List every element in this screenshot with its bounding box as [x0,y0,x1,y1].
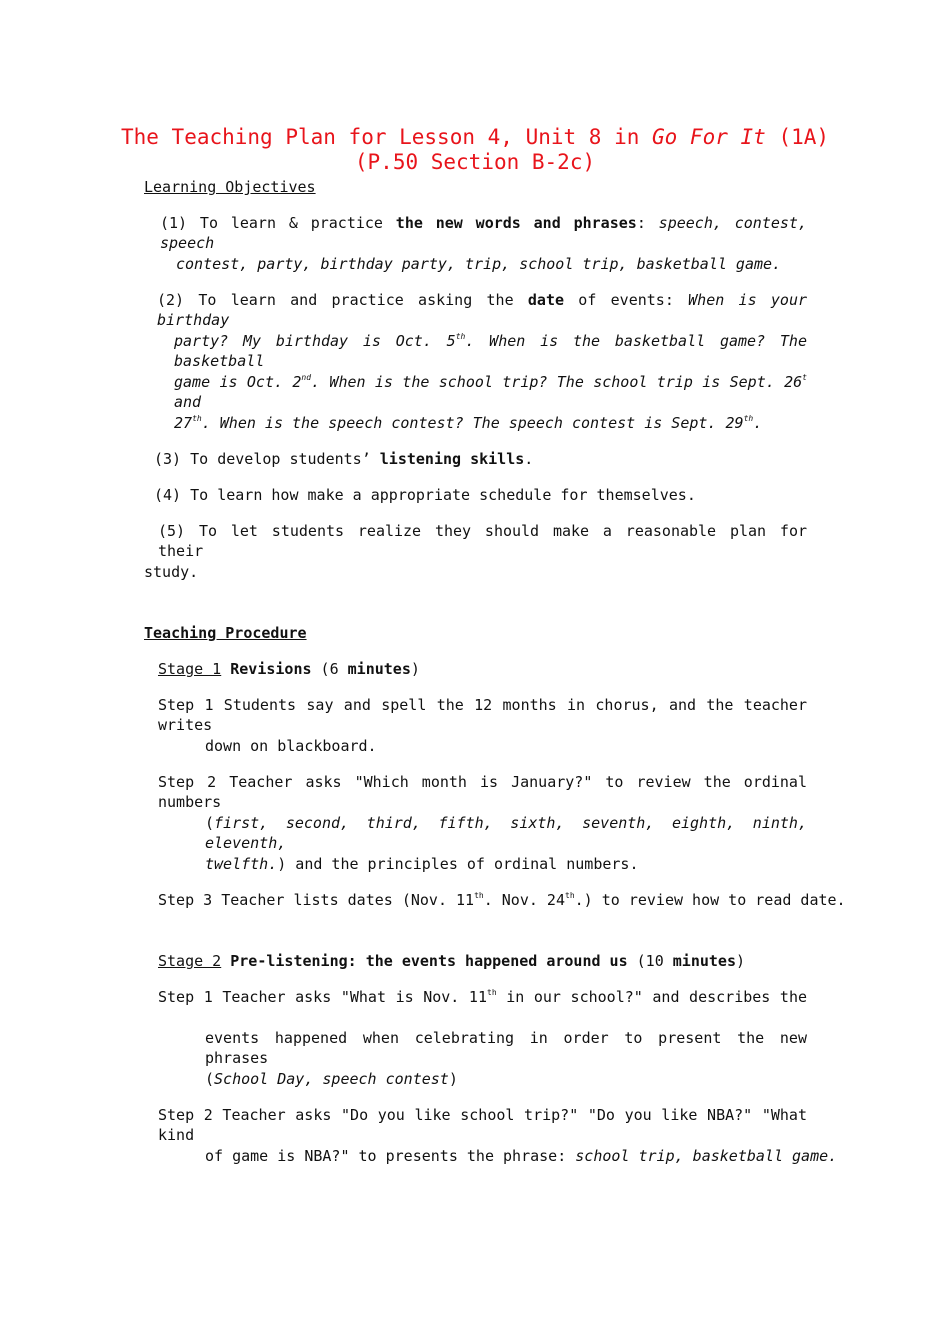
stage-2-step-1-a: Step 1 Teacher asks "What is Nov. 11 [158,988,487,1006]
objective-2-line-4 [174,413,762,433]
stage-1-step-2-line-1: Step 2 Teacher asks "Which month is January?" to review the ordinal numbers [158,773,807,811]
step-3-a: Step 3 Teacher lists dates (Nov. 11 [158,891,475,909]
title-level: (1A) [765,125,830,149]
objective-2-line-1 [157,290,807,330]
stage-2-step-2-line-1: Step 2 Teacher asks "Do you like school trip?" "Do you like NBA?" "What kind [158,1106,807,1144]
document-subtitle: (P.50 Section B-2c) [354,150,596,174]
objective-2-l2-a: party? My birthday is Oct. 5 [174,332,456,350]
procedure-heading: Teaching Procedure [144,624,307,642]
objective-2-l3-sup: nd [301,373,312,382]
stage-1-time-a: (6 [311,660,348,678]
stage-1-step-3 [158,890,846,910]
step-2-rest: ) and the principles of ordinal numbers. [277,855,639,873]
stage-1-time-c: ) [410,660,420,678]
objectives-heading: Learning Objectives [144,178,316,196]
objective-2-prefix: (2) To learn and practice asking the [157,291,528,309]
title-book-name: Go For It [652,125,766,149]
objective-1-colon: : [636,214,646,232]
objective-2-l4-sup: th [192,414,202,423]
objective-3-suffix: . [524,450,534,468]
objective-2-l4-c: . [753,414,763,432]
stage-2-step-1-b: in our school?" and describes the [496,988,808,1006]
step-2-ordinals-end: twelfth. [205,855,278,873]
objective-2-l4-sup2: th [743,414,754,423]
stage-1-label: Stage 1 [158,660,222,678]
step-2-open-paren: ( [205,814,215,832]
objective-2-l2-sup: th [455,332,466,341]
step-3-sup-2: th [565,891,575,900]
stage-2-time-c: ) [735,952,746,970]
stage-2-heading [158,951,745,971]
step-2-ordinals: first, second, third, fifth, sixth, seventh, eighth, ninth, eleventh, [205,814,807,852]
step-3-sup-1: th [474,891,484,900]
objective-4: (4) To learn how make a appropriate schedule for themselves. [154,486,696,504]
stage-2-step-1-phrases: School Day, speech contest [214,1070,449,1088]
step-3-c: .) to review how to read date. [574,891,846,909]
stage-2-step-1-line-1 [158,987,807,1007]
stage-2-label: Stage 2 [158,952,222,970]
objective-3-bold: listening skills [379,450,525,468]
document-title [0,125,950,150]
objective-2-l3-a: game is Oct. 2 [174,373,302,391]
objective-3 [154,449,533,469]
objective-5-line-1: (5) To let students realize they should make a reasonable plan for their [158,522,807,560]
objective-1-prefix: (1) To learn & practice [160,214,396,232]
stage-2-step-1-line-2: events happened when celebrating in order to present the new phrases [205,1029,807,1067]
stage-1-step-1-line-2: down on blackboard. [205,737,377,755]
stage-2-step-2-phrases: school trip, basketball game. [566,1147,838,1165]
objective-3-prefix: (3) To develop students’ [154,450,380,468]
stage-2-step-2-line-2 [205,1146,837,1166]
stage-2-step-1-close: ) [448,1070,458,1088]
stage-2-time-a: (10 [627,952,673,970]
objective-5-line-2: study. [144,563,199,581]
stage-2-step-1-line-3 [205,1069,458,1089]
stage-1-title: Revisions [221,660,312,678]
objective-2-bold: date [527,291,565,309]
objective-2-l3-c: and [174,393,202,411]
stage-1-step-2-line-2 [205,813,807,853]
objective-1-bold: the new words and phrases [395,214,637,232]
stage-2-step-1-open: ( [205,1070,215,1088]
stage-2-step-2-a: of game is NBA?" to presents the phrase: [205,1147,567,1165]
step-3-b: . Nov. 24 [483,891,565,909]
objective-1-line-2: contest, party, birthday party, trip, school trip, basketball game. [176,255,782,273]
stage-1-heading [158,659,420,679]
objective-2-mid: of events: [564,291,674,309]
title-text: The Teaching Plan for Lesson 4, Unit 8 in [120,125,652,149]
objective-2-question: When is your birthday [157,291,808,329]
stage-2-time-unit: minutes [672,952,736,970]
stage-1-time-unit: minutes [347,660,411,678]
stage-1-step-2-line-3 [205,854,638,874]
objective-1-line-1 [160,213,807,253]
stage-1-step-1-line-1: Step 1 Students say and spell the 12 months in chorus, and the teacher writes [158,696,807,734]
objective-2-l2-b: . When is the basketball game? The basketball [174,332,807,370]
stage-2-step-1-sup: th [487,988,497,997]
objective-2-line-2 [174,331,807,371]
objective-2-l4-a: 27 [174,414,193,432]
objective-2-line-3 [174,372,807,412]
objective-1-words: speech, contest, speech [160,214,807,252]
objective-2-l3-sup2: t [802,373,807,382]
objective-2-l3-b: . When is the school trip? The school trip is Sept. 26 [311,373,803,391]
stage-2-title: Pre-listening: the events happened around us [221,952,628,970]
objective-2-l4-b: . When is the speech contest? The speech contest is Sept. 29 [201,414,744,432]
